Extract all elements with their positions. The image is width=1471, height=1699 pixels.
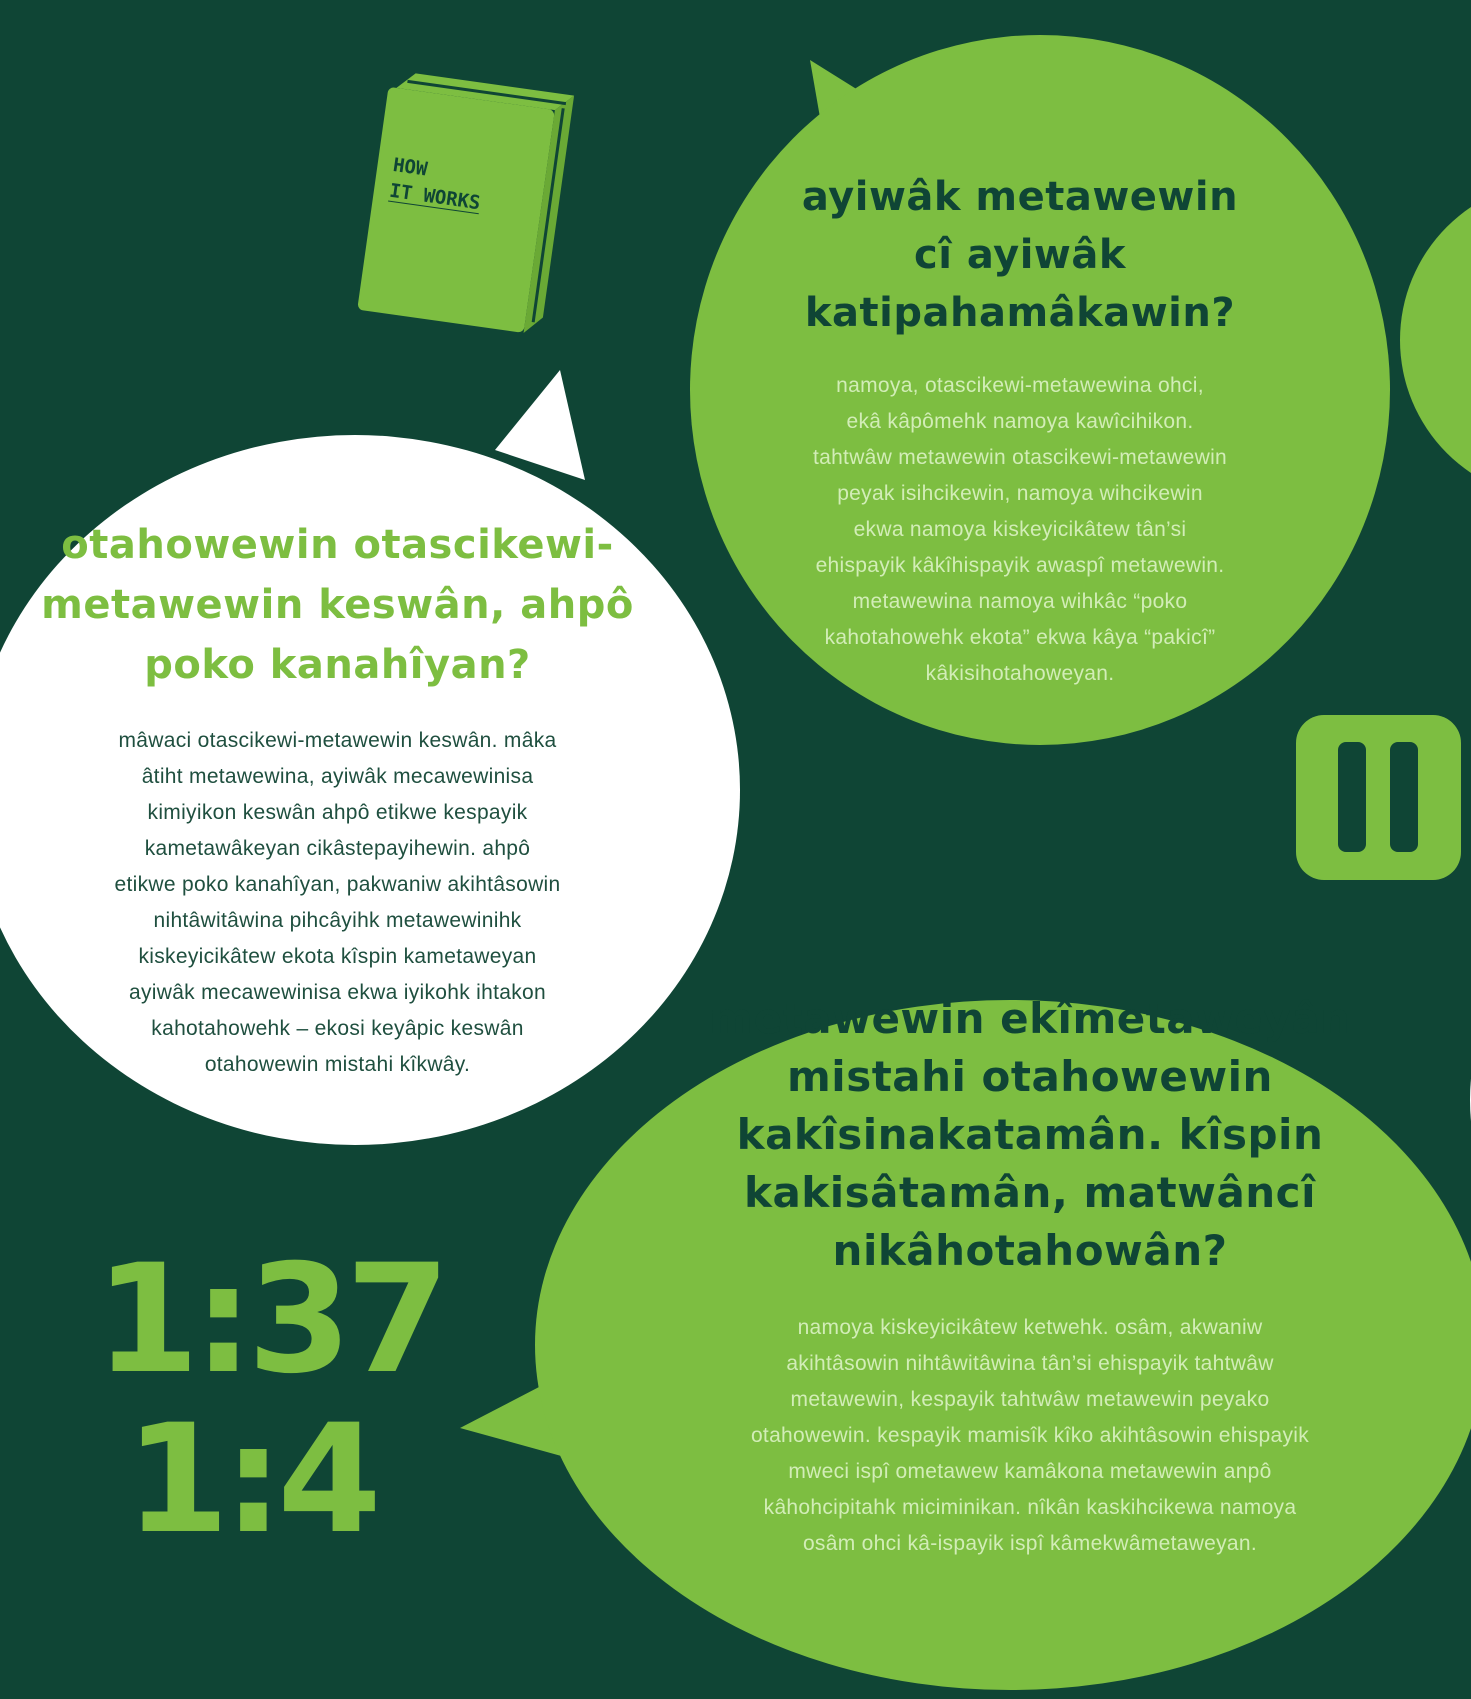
body-line: âtiht metawewina, ayiwâk mecawewinisa — [141, 765, 534, 788]
heading-line: metawewin ekîmetaweyân — [709, 994, 1351, 1043]
body-line: namoya kiskeyicikâtew ketwehk. osâm, akwaniw — [797, 1316, 1263, 1339]
body-line: kahotahowehk – ekosi keyâpic keswân — [151, 1017, 524, 1040]
body-line: ehispayik kâkîhispayik awaspî metawewin. — [815, 554, 1225, 577]
heading-line: metawewin keswân, ahpô — [41, 582, 634, 628]
bubble-left-heading — [30, 515, 645, 695]
odds-ratios — [95, 1233, 445, 1567]
pause-icon — [1296, 715, 1461, 880]
ratio-1-4: 1:4 — [125, 1393, 376, 1567]
body-line: kametawâkeyan cikâstepayihewin. ahpô — [144, 837, 531, 860]
body-line: metawewina namoya wihkâc “poko — [852, 590, 1188, 613]
body-line: mweci ispî ometawew kamâkona metawewin anpô — [788, 1460, 1272, 1483]
body-line: otahowewin. kespayik mamisîk kîko akihtâsowin ehispayik — [750, 1424, 1310, 1447]
heading-line: cî ayiwâk — [914, 232, 1126, 278]
body-line: otahowewin mistahi kîkwây. — [204, 1053, 471, 1076]
body-line: metawewin, kespayik tahtwâw metawewin peyako — [790, 1388, 1270, 1411]
body-line: etikwe poko kanahîyan, pakwaniw akihtâsowin — [114, 873, 561, 896]
body-line: nihtâwitâwina pihcâyihk metawewinihk — [153, 909, 522, 932]
body-line: kâkisihotahoweyan. — [925, 662, 1115, 685]
heading-line: kakisâtamân, matwâncî — [744, 1168, 1316, 1217]
heading-line: otahowewin otascikewi- — [61, 522, 614, 568]
body-line: ayiwâk mecawewinisa ekwa iyikohk ihtakon — [128, 981, 546, 1004]
body-line: ekâ kâpômehk namoya kawîcihikon. — [846, 410, 1194, 433]
book-label-line2: IT WORKS — [388, 179, 482, 215]
heading-line: kakîsinakatamân. kîspin — [736, 1110, 1324, 1159]
body-line: mâwaci otascikewi-metawewin keswân. mâka — [118, 729, 557, 752]
body-line: tahtwâw metawewin otascikewi-metawewin — [812, 446, 1228, 469]
heading-line: mistahi otahowewin — [787, 1052, 1273, 1101]
body-line: kâhohcipitahk miciminikan. nîkân kaskihcikewa namoya — [763, 1496, 1297, 1519]
bubble-top-right-content — [700, 168, 1340, 692]
bubble-bottom-content — [660, 990, 1400, 1562]
heading-line: katipahamâkawin? — [804, 290, 1236, 336]
ratio-1-37: 1:37 — [95, 1233, 445, 1407]
bubble-left-body — [30, 723, 645, 1083]
body-line: peyak isihcikewin, namoya wihcikewin — [837, 482, 1203, 505]
heading-line: poko kanahîyan? — [144, 642, 531, 688]
body-line: kiskeyicikâtew ekota kîspin kametaweyan — [138, 945, 537, 968]
body-line: kahotahowehk ekota” ekwa kâya “pakicî” — [824, 626, 1216, 649]
body-line: osâm ohci kâ-ispayik ispî kâmekwâmetaweyan. — [802, 1532, 1258, 1555]
body-line: akihtâsowin nihtâwitâwina tân’si ehispayik tahtwâw — [786, 1352, 1274, 1375]
heading-line: ayiwâk metawewin — [801, 174, 1239, 220]
book-label-line1: HOW — [391, 153, 429, 181]
bubble-left-content — [30, 515, 645, 1083]
bubble-bottom-body — [660, 1310, 1400, 1562]
bubble-bottom-heading — [660, 990, 1400, 1280]
body-line: ekwa namoya kiskeyicikâtew tân’si — [853, 518, 1187, 541]
body-line: kimiyikon keswân ahpô etikwe kespayik — [147, 801, 528, 824]
bubble-top-right-body — [700, 368, 1340, 692]
heading-line: nikâhotahowân? — [832, 1226, 1228, 1275]
bubble-top-right-heading — [700, 168, 1340, 342]
body-line: namoya, otascikewi-metawewina ohci, — [836, 374, 1204, 397]
partial-circle-right-edge — [1400, 180, 1471, 500]
